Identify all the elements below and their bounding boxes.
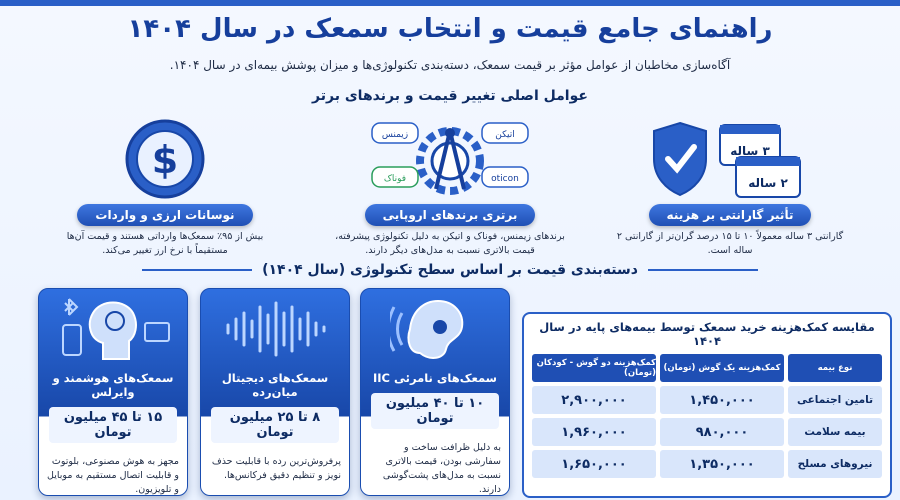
ear-icon (390, 293, 480, 365)
head-devices-icon (53, 293, 173, 365)
brand-siemens: زیمنس (381, 130, 409, 140)
bluetooth-icon (65, 299, 77, 315)
sound-wave-icon (220, 299, 330, 359)
factor-european-brands (320, 116, 580, 266)
table-cell-one-ear: ۹۸۰,۰۰۰ (660, 418, 784, 446)
shield-calendar-art (600, 116, 860, 202)
table-row (532, 450, 882, 478)
table-cell-one-ear: ۱,۳۵۰,۰۰۰ (660, 450, 784, 478)
dollar-coin-icon (123, 117, 207, 201)
factor-currency (35, 116, 295, 266)
insurance-table (522, 312, 892, 498)
factors-heading: عوامل اصلی تغییر قیمت و برندهای برتر (312, 88, 588, 104)
tech-smart-name: سمعک‌های هوشمند و وایرلس (52, 371, 174, 399)
table-row (532, 386, 882, 414)
tech-heading (0, 262, 900, 278)
top-band (0, 0, 900, 6)
heading-rule (142, 269, 252, 271)
table-header-cell: کمک‌هزینه دو گوش - کودکان (تومان) (532, 354, 656, 382)
tech-card-smart (38, 288, 188, 496)
table-cell-two-ear: ۲,۹۰۰,۰۰۰ (532, 386, 656, 414)
tech-card-digital (200, 288, 350, 496)
coin-art (35, 116, 295, 202)
brand-oticon-en: oticon (491, 174, 519, 184)
svg-text:$: $ (151, 138, 179, 182)
table-cell-two-ear: ۱,۹۶۰,۰۰۰ (532, 418, 656, 446)
calendar-2-label: ۲ ساله (748, 176, 788, 190)
brands-art (320, 116, 580, 202)
tech-card-iic (360, 288, 510, 496)
tech-smart-price: ۱۵ تا ۴۵ میلیون تومان (49, 407, 177, 443)
heading-rule (648, 269, 758, 271)
tech-iic-price: ۱۰ تا ۴۰ میلیون تومان (371, 393, 499, 429)
tech-smart-desc: مجهز به هوش مصنوعی، بلوتوث و قابلیت اتصال مستقیم به موبایل و تلویزیون. (47, 456, 179, 495)
tech-digital-price: ۸ تا ۲۵ میلیون تومان (211, 407, 339, 443)
tech-iic-name: سمعک‌های نامرئی IIC (373, 371, 497, 385)
table-header-row (532, 354, 882, 382)
shield-check-icon (650, 117, 810, 201)
factor-european-title: برتری برندهای اروپایی (365, 204, 536, 226)
table-header-cell: نوع بیمه (788, 354, 882, 382)
table-header-cell: کمک‌هزینه یک گوش (تومان) (660, 354, 784, 382)
wave-art (201, 289, 349, 369)
table-cell-one-ear: ۱,۴۵۰,۰۰۰ (660, 386, 784, 414)
factor-warranty-desc: گارانتی ۳ ساله معمولاً ۱۰ تا ۱۵ درصد گران‌تر از گارانتی ۲ ساله است. (616, 231, 844, 256)
gear-compass-icon (340, 117, 560, 201)
factor-warranty (600, 116, 860, 266)
tech-heading-text: دسته‌بندی قیمت بر اساس سطح تکنولوژی (سال ۱۴۰۴) (262, 262, 638, 278)
phone-icon (63, 325, 81, 355)
brand-phonak: فوناک (383, 174, 407, 184)
ear-art (361, 289, 509, 369)
tech-iic-desc: به دلیل ظرافت ساخت و سفارشی بودن، قیمت بالاتری نسبت به مدل‌های پشت‌گوشی دارند. (382, 442, 501, 495)
factor-currency-desc: بیش از ۹۵٪ سمعک‌ها وارداتی هستند و قیمت آن‌ها مستقیماً با نرخ ارز تغییر می‌کند. (66, 231, 264, 256)
factor-currency-title: نوسانات ارزی و واردات (77, 204, 252, 226)
tech-digital-name: سمعک‌های دیجیتال میان‌رده (221, 371, 329, 399)
page-subtitle: آگاه‌سازی مخاطبان از عوامل مؤثر بر قیمت سمعک، دسته‌بندی تکنولوژی‌ها و میزان پوشش بیمه‌ای در سال ۱۴۰۴. (169, 58, 731, 72)
table-cell-type: بیمه سلامت (788, 418, 882, 446)
table-cell-type: تامین اجتماعی (788, 386, 882, 414)
table-cell-type: نیروهای مسلح (788, 450, 882, 478)
smart-art (39, 289, 187, 369)
table-row (532, 418, 882, 446)
factor-european-desc: برندهای زیمنس، فوناک و اتیکن به دلیل تکنولوژی پیشرفته، قیمت بالاتری نسبت به مدل‌های دیگر دارند. (335, 231, 565, 256)
insurance-table-title: مقایسه کمک‌هزینه خرید سمعک توسط بیمه‌های پایه در سال ۱۴۰۴ (539, 320, 875, 348)
tv-icon (145, 323, 169, 341)
tech-digital-desc: پرفروش‌ترین رده با قابلیت حذف نویز و تنظیم دقیق فرکانس‌ها. (211, 456, 341, 481)
page-title: راهنمای جامع قیمت و انتخاب سمعک در سال ۱۴۰۴ (127, 14, 773, 44)
table-cell-two-ear: ۱,۶۵۰,۰۰۰ (532, 450, 656, 478)
factor-warranty-title: تأثیر گارانتی بر هزینه (649, 204, 812, 226)
calendar-3-label: ۳ ساله (730, 144, 770, 158)
brand-oticon-fa: اتیکن (495, 130, 515, 140)
